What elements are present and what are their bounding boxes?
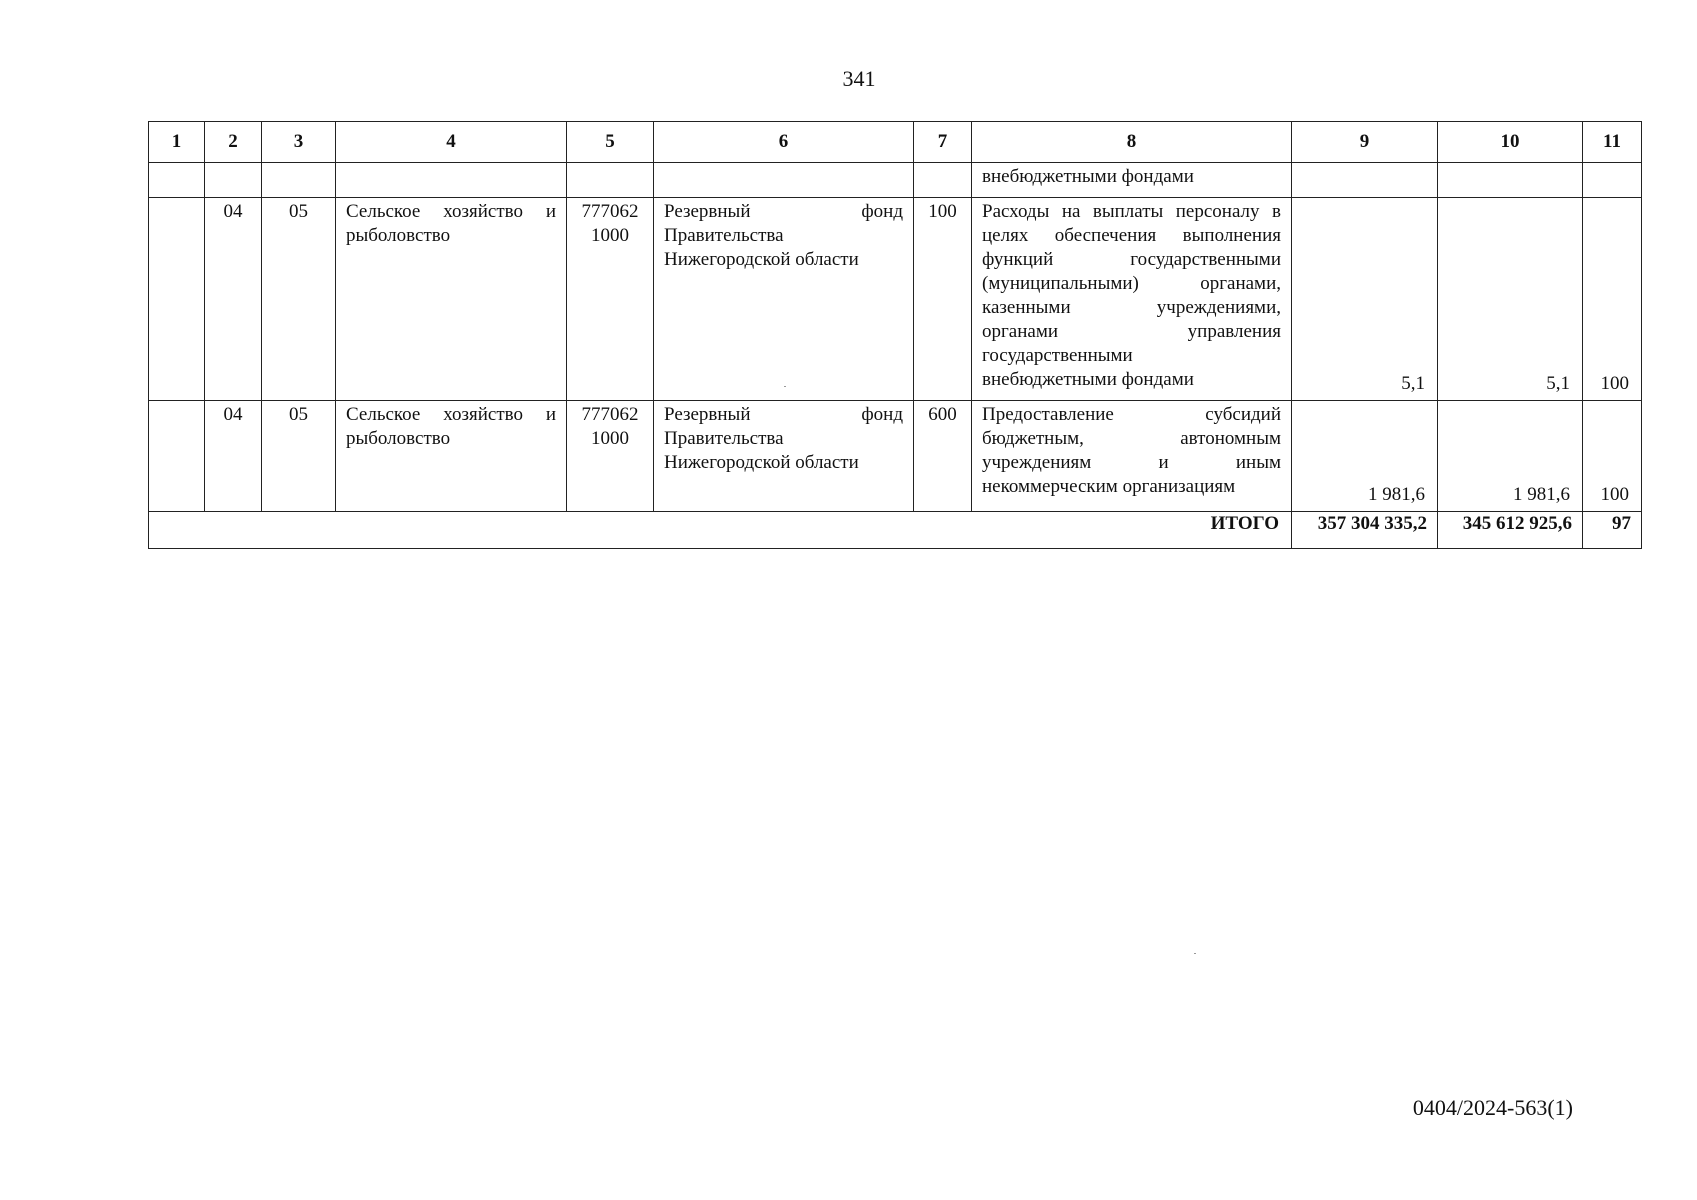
header-col-10: 10: [1438, 122, 1583, 163]
header-col-8: 8: [972, 122, 1292, 163]
target-article-name: Резервный фонд Правительства Нижегородской области: [664, 404, 903, 473]
planned-amount: 5,1: [1401, 373, 1425, 394]
total-executed: 345 612 925,6: [1438, 512, 1583, 549]
document-code: 0404/2024-563(1): [1412, 1095, 1573, 1120]
header-col-1: 1: [149, 122, 205, 163]
total-percent: 97: [1583, 512, 1642, 549]
expense-type-name: Расходы на выплаты персоналу в целях обеспечения выполнения функций государственными (муниципальными) органами, казенными учреждениями, органами управления государственными внебюджетными фондами: [982, 201, 1281, 390]
header-col-3: 3: [262, 122, 336, 163]
page-number: 341: [842, 66, 876, 91]
header-col-9: 9: [1292, 122, 1438, 163]
expense-type-code: 100: [928, 201, 957, 222]
scan-speck: [784, 386, 786, 387]
total-label: ИТОГО: [149, 512, 1292, 549]
budget-table: [148, 121, 1642, 549]
executed-amount: 5,1: [1546, 373, 1570, 394]
scan-speck: [1194, 953, 1196, 954]
section-code: 04: [223, 404, 243, 425]
section-code: 04: [223, 201, 243, 222]
header-col-4: 4: [336, 122, 567, 163]
header-col-5: 5: [567, 122, 654, 163]
section-name: Сельское хозяйство и рыболовство: [346, 201, 556, 246]
cell-col1: [149, 401, 205, 512]
header-col-11: 11: [1583, 122, 1642, 163]
continuation-row: [149, 163, 1642, 198]
target-article-code: 777062 1000: [581, 404, 639, 449]
header-col-7: 7: [914, 122, 972, 163]
subsection-code: 05: [289, 404, 308, 425]
cell-col1: [149, 198, 205, 401]
header-row: [149, 122, 1642, 163]
target-article-name: Резервный фонд Правительства Нижегородской области: [664, 201, 903, 270]
subsection-code: 05: [289, 201, 308, 222]
expense-type-name: Предоставление субсидий бюджетным, автономным учреждениям и иным некоммерческим организациям: [982, 404, 1281, 497]
executed-amount: 1 981,6: [1513, 484, 1570, 505]
section-name: Сельское хозяйство и рыболовство: [346, 404, 556, 449]
total-row: [149, 512, 1642, 549]
target-article-code: 777062 1000: [581, 201, 639, 246]
planned-amount: 1 981,6: [1368, 484, 1425, 505]
header-col-2: 2: [205, 122, 262, 163]
expense-type-code: 600: [928, 404, 957, 425]
continuation-text: внебюджетными фондами: [982, 166, 1194, 187]
header-col-6: 6: [654, 122, 914, 163]
table-row: [149, 198, 1642, 401]
total-planned: 357 304 335,2: [1292, 512, 1438, 549]
execution-percent: 100: [1600, 484, 1629, 505]
execution-percent: 100: [1600, 373, 1629, 394]
table-row: [149, 401, 1642, 512]
